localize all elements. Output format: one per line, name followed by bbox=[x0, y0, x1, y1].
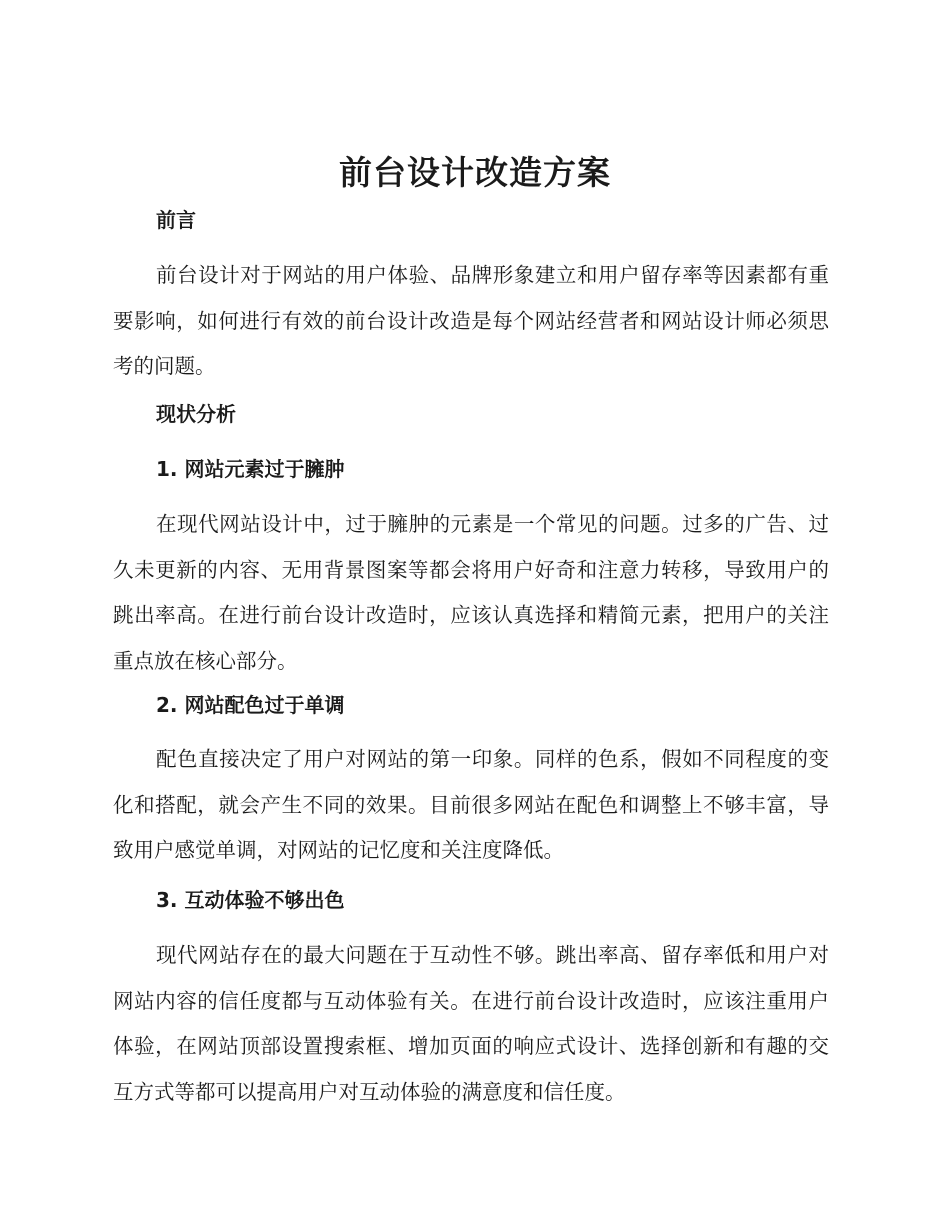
section-heading-interaction: 3. 互动体验不够出色 bbox=[156, 888, 345, 912]
section-paragraph-interaction: 现代网站存在的最大问题在于互动性不够。跳出率高、留存率低和用户对网站内容的信任度都与互动体验有关。在进行前台设计改造时，应该注重用户体验，在网站顶部设置搜索框、增加页面的响应式设计、选择创新和有趣的交互方式等都可以提高用户对互动体验的满意度和信任度。 bbox=[113, 943, 829, 1104]
section-heading-bloated-elements: 1. 网站元素过于臃肿 bbox=[156, 457, 345, 481]
section-paragraph-preface: 前台设计对于网站的用户体验、品牌形象建立和用户留存率等因素都有重要影响，如何进行有效的前台设计改造是每个网站经营者和网站设计师必须思考的问题。 bbox=[113, 263, 829, 378]
section-heading-status-analysis: 现状分析 bbox=[156, 402, 236, 426]
section-paragraph-monotone-colors: 配色直接决定了用户对网站的第一印象。同样的色系，假如不同程度的变化和搭配，就会产生不同的效果。目前很多网站在配色和调整上不够丰富，导致用户感觉单调，对网站的记忆度和关注度降低。 bbox=[113, 747, 829, 862]
section-heading-monotone-colors: 2. 网站配色过于单调 bbox=[156, 693, 345, 717]
section-heading-preface: 前言 bbox=[156, 208, 196, 232]
section-paragraph-bloated-elements: 在现代网站设计中，过于臃肿的元素是一个常见的问题。过多的广告、过久未更新的内容、无用背景图案等都会将用户好奇和注意力转移，导致用户的跳出率高。在进行前台设计改造时，应该认真选择和精简元素，把用户的关注重点放在核心部分。 bbox=[113, 512, 829, 673]
document-title: 前台设计改造方案 bbox=[339, 153, 611, 192]
